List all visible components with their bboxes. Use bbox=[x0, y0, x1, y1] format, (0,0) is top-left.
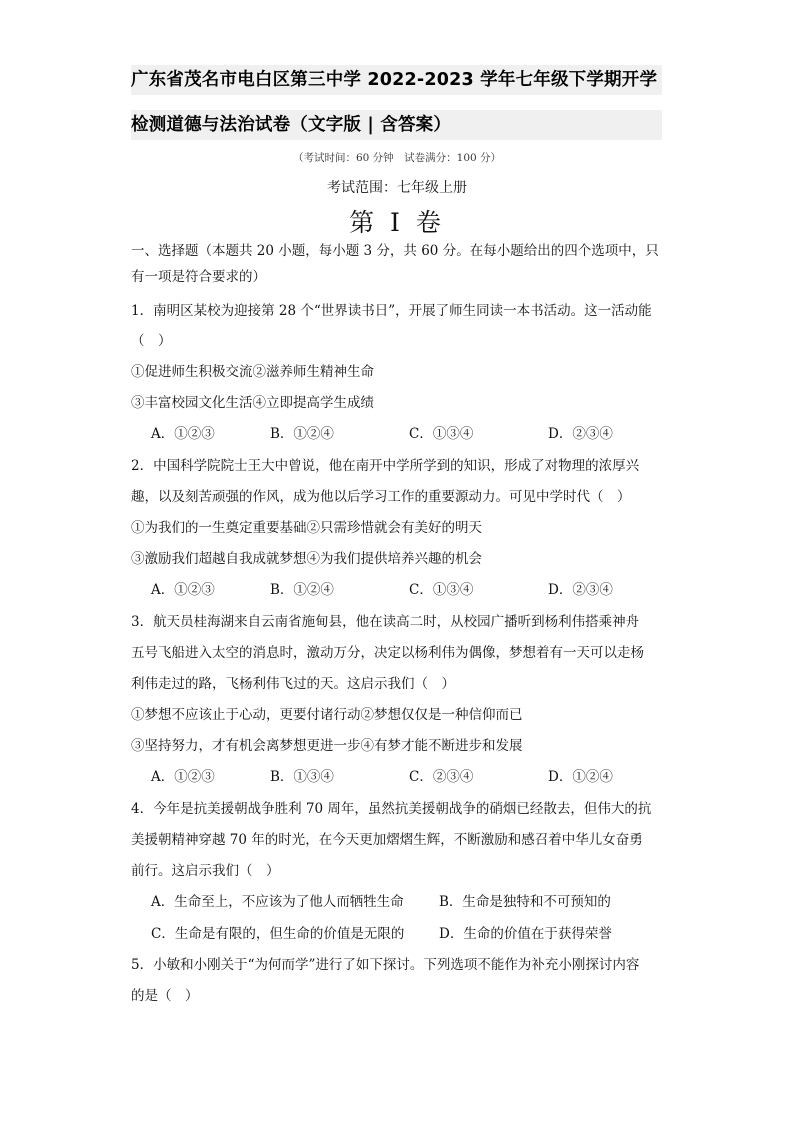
question-stem: 前行。这启示我们（ ） bbox=[131, 863, 280, 879]
answer-option: A．①②③ bbox=[151, 769, 215, 785]
question-statement: ①梦想不应该止于心动，更要付诸行动②梦想仅仅是一种信仰而已 bbox=[131, 707, 523, 723]
answer-option: A．①②③ bbox=[151, 582, 215, 598]
question-stem: 利伟走过的路，飞杨利伟飞过的天。这启示我们（ ） bbox=[131, 676, 455, 692]
question-statement: ①促进师生积极交流②滋养师生精神生命 bbox=[131, 364, 374, 380]
answer-option: D．①②④ bbox=[548, 769, 613, 785]
answer-option: B．①③④ bbox=[270, 769, 334, 785]
answer-option: A．生命至上，不应该为了他人而牺牲生命 bbox=[151, 894, 404, 910]
question-stem: （ ） bbox=[131, 333, 172, 349]
answer-option: C．①③④ bbox=[409, 426, 474, 442]
question-stem: 3．航天员桂海湖来自云南省施甸县，他在读高二时，从校园广播听到杨利伟搭乘神舟 bbox=[131, 614, 640, 630]
answer-option: D．生命的价值在于获得荣誉 bbox=[439, 926, 612, 942]
question-statement: ③坚持努力，才有机会离梦想更进一步④有梦才能不断进步和发展 bbox=[131, 738, 523, 754]
answer-option: C．①③④ bbox=[409, 582, 474, 598]
volume-heading: 第 I 卷 bbox=[349, 208, 445, 237]
answer-option: C．②③④ bbox=[409, 769, 474, 785]
question-stem: 4．今年是抗美援朝战争胜利 70 周年，虽然抗美援朝战争的硝烟已经散去，但伟大的抗 bbox=[131, 801, 652, 817]
exam-scope: 考试范围：七年级上册 bbox=[327, 180, 467, 196]
answer-option: B．①②④ bbox=[270, 582, 334, 598]
answer-option: C．生命是有限的，但生命的价值是无限的 bbox=[151, 926, 405, 942]
question-stem: 趣，以及刻苦顽强的作风，成为他以后学习工作的重要源动力。可见中学时代（ ） bbox=[131, 489, 631, 505]
question-stem: 五号飞船进入太空的消息时，激动万分，决定以杨利伟为偶像，梦想着有一天可以走杨 bbox=[131, 645, 644, 661]
document-title-line-2: 检测道德与法治试卷（文字版 | 含答案） bbox=[131, 110, 662, 140]
question-stem: 1．南明区某校为迎接第 28 个“世界读书日”，开展了师生同读一本书活动。这一活动能 bbox=[131, 303, 652, 319]
question-stem: 5．小敏和小刚关于“为何而学”进行了如下探讨。下列选项不能作为补充小刚探讨内容 bbox=[131, 957, 640, 973]
question-stem: 的是（ ） bbox=[131, 988, 199, 1004]
document-title-line-1: 广东省茂名市电白区第三中学 2022-2023 学年七年级下学期开学 bbox=[131, 65, 662, 95]
answer-option: A．①②③ bbox=[151, 426, 215, 442]
answer-option: D．②③④ bbox=[548, 426, 613, 442]
answer-option: D．②③④ bbox=[548, 582, 613, 598]
answer-option: B．生命是独特和不可预知的 bbox=[439, 894, 611, 910]
question-statement: ①为我们的一生奠定重要基础②只需珍惜就会有美好的明天 bbox=[131, 520, 482, 536]
question-stem: 美援朝精神穿越 70 年的时光，在今天更加熠熠生辉，不断激励和感召着中华儿女奋勇 bbox=[131, 832, 643, 848]
question-stem: 2．中国科学院院士王大中曾说，他在南开中学所学到的知识，形成了对物理的浓厚兴 bbox=[131, 458, 640, 474]
question-statement: ③丰富校园文化生活④立即提高学生成绩 bbox=[131, 395, 374, 411]
section-instructions: 有一项是符合要求的） bbox=[131, 269, 266, 285]
exam-meta: （考试时间：60 分钟 试卷满分：100 分） bbox=[292, 152, 502, 164]
section-instructions: 一、选择题（本题共 20 小题，每小题 3 分，共 60 分。在每小题给出的四个选项中，只 bbox=[131, 243, 659, 259]
answer-option: B．①②④ bbox=[270, 426, 334, 442]
question-statement: ③激励我们超越自我成就梦想④为我们提供培养兴趣的机会 bbox=[131, 551, 482, 567]
